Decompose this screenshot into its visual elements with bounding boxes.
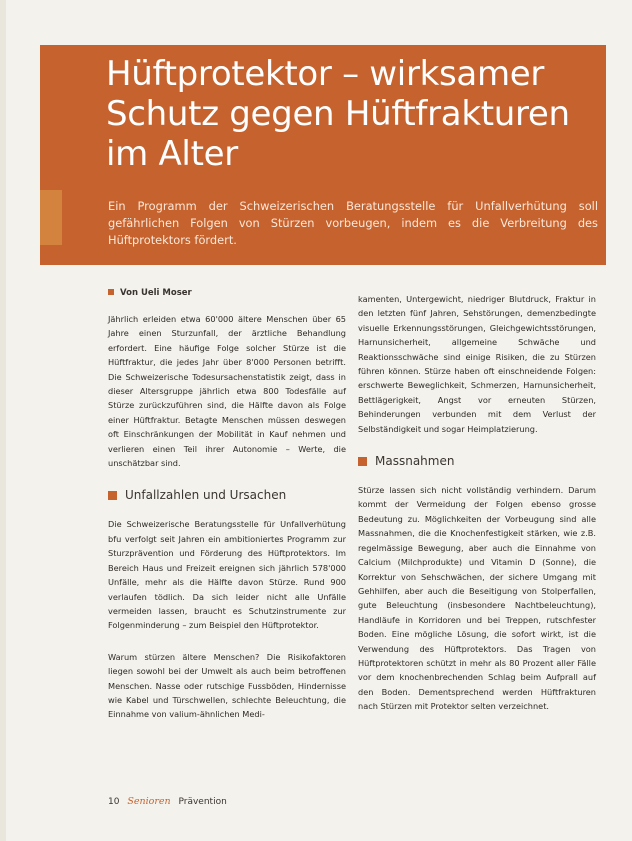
magazine-logo: Senioren — [127, 796, 171, 807]
page-footer — [108, 796, 227, 807]
section-heading-text: Massnahmen — [375, 454, 455, 469]
continued-paragraph: kamenten, Untergewicht, niedriger Blutdruck, Fraktur in den letzten fünf Jahren, Sehstörungen, demenzbedingte visuelle Erkennungsstörungen, Gleichgewichtsstörungen, Harnunsicherheit, allgemeine Schwäche und Reaktionsschwäche sind einige Risiken, die zu Stürzen führen können. Stürze haben oft einschneidende Folgen: erschwerte Beweglichkeit, Schmerzen, Harnunsicherheit, Bettlägerigkeit, Angst vor erneuten Stürzen, Behinderungen verbunden mit dem Verlust der Selbständigkeit und sogar Heimplatzierung. — [358, 294, 596, 434]
article-lead: Ein Programm der Schweizerischen Beratungsstelle für Unfallverhütung soll gefährlichen Folgen von Stürzen vorbeugen, indem es die Verbreitung des Hüftprotektors fördert. — [108, 199, 598, 247]
square-bullet-icon — [108, 289, 114, 295]
square-bullet-icon — [358, 457, 367, 466]
intro-paragraph: Jährlich erleiden etwa 60'000 ältere Menschen über 65 Jahre einen Sturzunfall, der ärztliche Behandlung erfordert. Eine häufige Folge solcher Stürze ist die Hüftfraktur, die jedes Jahr über 8'000 Personen betrifft. Die Schweizerische Todesursachenstatistik zeigt, dass in dieser Altersgruppe jährlich etwa 800 Todesfälle auf Stürze zurückzuführen sind, die Hälfte davon als Folge einer Hüftfraktur. Betagte Menschen müssen deswegen oft Einschränkungen der Mobilität in Kauf nehmen und verlieren einen Teil ihrer Autonomie – Werte, die unschätzbar sind. — [108, 314, 346, 469]
banner-accent — [40, 190, 62, 245]
section-heading-unfallzahlen — [108, 487, 346, 503]
square-bullet-icon — [108, 491, 117, 500]
section1-paragraph-2: Warum stürzen ältere Menschen? Die Risikofaktoren liegen sowohl bei der Umwelt als auch beim betroffenen Menschen. Nasse oder rutschige Fussböden, Hindernisse wie Kabel und Türschwellen, schlechte Beleuchtung, die Einnahme von valium-ähnlichen Medi- — [108, 651, 346, 720]
page-number: 10 — [108, 797, 120, 807]
page-edge — [0, 0, 6, 841]
column-left — [108, 312, 346, 739]
section1-paragraph-1: Die Schweizerische Beratungsstelle für Unfallverhütung bfu verfolgt seit Jahren ein ambitioniertes Programm zur Sturzprävention und Förderung des Hüftprotektors. Im Bereich Haus und Freizeit ereignen sich jährlich 578'000 Unfälle, mehr als die Hälfte davon Stürze. Rund 900 verlaufen tödlich. Da sich leider nicht alle Unfälle vermeiden lassen, braucht es Schutzinstrumente zur Folgenminderung – zum Beispiel den Hüftprotektor. — [108, 519, 346, 631]
section2-paragraph-1: Stürze lassen sich nicht vollständig verhindern. Darum kommt der Vermeidung der Folgen ebenso grosse Bedeutung zu. Möglichkeiten der Vorbeugung sind alle Massnahmen, die die Knochenfestigkeit stärken, wie z.B. regelmässige Bewegung, aber auch die Einnahme von Calcium (Milchprodukte) und Vitamin D (Sonne), die Korrektur von Sehschwächen, der sichere Umgang mit Gehhilfen, aber auch die Beseitigung von Stolperfallen, gute Beleuchtung (insbesondere Nachtbeleuchtung), Handläufe in Korridoren und bei Treppen, rutschfester Boden. Eine mögliche Lösung, die sofort wirkt, ist die Verwendung des Hüftprotektors. Das Tragen von Hüftprotektoren schützt in mehr als 80 Prozent aller Fälle vor dem knochenbrechenden Schlag beim Aufprall auf den Boden. Dementsprechend werden Hüftfrakturen nach Stürzen mit Protektor selten verzeichnet. — [358, 485, 596, 712]
byline-text: Von Ueli Moser — [120, 288, 192, 298]
section-heading-text: Unfallzahlen und Ursachen — [125, 488, 287, 503]
section-name: Prävention — [178, 797, 227, 807]
article-title: Hüftprotektor – wirksamer Schutz gegen Hüftfrakturen im Alter — [106, 54, 570, 174]
column-right — [358, 292, 596, 731]
byline — [108, 288, 192, 298]
section-heading-massnahmen — [358, 453, 596, 469]
